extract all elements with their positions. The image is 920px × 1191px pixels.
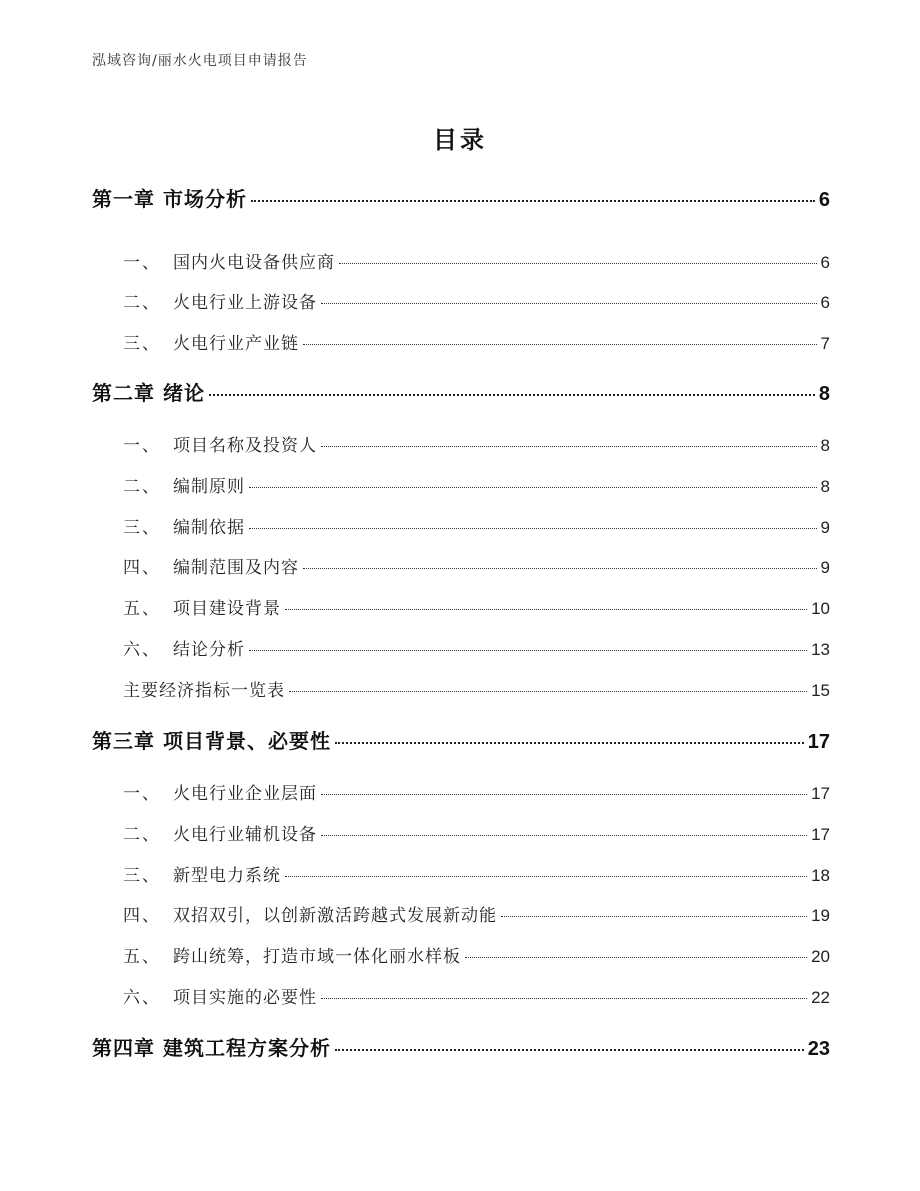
- toc-page: 17: [811, 784, 830, 803]
- toc-page: 8: [820, 436, 830, 455]
- toc-page: 20: [811, 947, 830, 966]
- toc-number: 第二章: [92, 381, 155, 405]
- toc-text: 国内火电设备供应商: [173, 253, 335, 273]
- toc-page: 19: [811, 906, 830, 925]
- dot-leader: [285, 875, 807, 877]
- toc-entry[interactable]: [92, 513, 830, 538]
- toc-text: 建筑工程方案分析: [163, 1036, 331, 1060]
- toc-text: 跨山统筹，打造市域一体化丽水样板: [173, 947, 461, 967]
- toc-number: 四、: [123, 558, 161, 578]
- toc-text: 火电行业上游设备: [173, 293, 317, 313]
- toc-text: 新型电力系统: [173, 866, 281, 886]
- toc-number: 第三章: [92, 729, 155, 753]
- toc-number: 六、: [123, 988, 161, 1008]
- toc-text: 火电行业产业链: [173, 334, 299, 354]
- toc-entry[interactable]: [92, 942, 830, 967]
- toc-page: 15: [811, 681, 830, 700]
- dot-leader: [321, 834, 807, 836]
- toc-page: 7: [820, 334, 830, 353]
- dot-leader: [249, 527, 817, 529]
- toc-text: 编制范围及内容: [173, 558, 299, 578]
- toc-text: 火电行业辅机设备: [173, 825, 317, 845]
- toc-text: 项目名称及投资人: [173, 436, 317, 456]
- toc-chapter-3[interactable]: [92, 725, 830, 754]
- toc-entry[interactable]: [92, 431, 830, 456]
- toc-number: 二、: [123, 293, 161, 313]
- dot-leader: [209, 393, 815, 396]
- toc-title: 目录: [433, 126, 487, 154]
- toc-entry[interactable]: [92, 472, 830, 497]
- toc-number: 一、: [123, 436, 161, 456]
- toc-page: 6: [818, 189, 830, 211]
- toc-page: 17: [807, 731, 830, 753]
- toc-text: 市场分析: [163, 187, 247, 211]
- toc-number: 三、: [123, 334, 161, 354]
- toc-chapter-1[interactable]: [92, 183, 830, 212]
- toc-entry[interactable]: [92, 288, 830, 313]
- toc-page: 10: [811, 599, 830, 618]
- toc-entry[interactable]: [92, 635, 830, 660]
- toc-page: 9: [820, 558, 830, 577]
- toc-page: 6: [820, 253, 830, 272]
- toc-page: 9: [820, 518, 830, 537]
- toc-text: 项目实施的必要性: [173, 988, 317, 1008]
- toc-page: 8: [820, 477, 830, 496]
- dot-leader: [249, 649, 807, 651]
- dot-leader: [339, 262, 817, 264]
- dot-leader: [465, 956, 807, 958]
- toc-text: 绪论: [163, 381, 205, 405]
- toc-number: 第四章: [92, 1036, 155, 1060]
- dot-leader: [321, 997, 807, 999]
- toc-entry[interactable]: [92, 861, 830, 886]
- dot-leader: [321, 302, 817, 304]
- toc-entry[interactable]: [92, 820, 830, 845]
- toc-number: 五、: [123, 599, 161, 619]
- toc-number: 五、: [123, 947, 161, 967]
- toc-page: 22: [811, 988, 830, 1007]
- dot-leader: [303, 343, 817, 345]
- toc-number: 二、: [123, 825, 161, 845]
- toc-page: 18: [811, 866, 830, 885]
- toc-number: 一、: [123, 784, 161, 804]
- toc-number: 一、: [123, 253, 161, 273]
- toc-entry[interactable]: [92, 779, 830, 804]
- toc-page: 6: [820, 293, 830, 312]
- toc-text: 火电行业企业层面: [173, 784, 317, 804]
- toc-entry[interactable]: [92, 594, 830, 619]
- toc-entry[interactable]: [92, 329, 830, 354]
- dot-leader: [335, 741, 804, 744]
- dot-leader: [289, 690, 807, 692]
- dot-leader: [501, 915, 807, 917]
- toc-text: 项目背景、必要性: [163, 729, 331, 753]
- toc-text: 主要经济指标一览表: [123, 681, 285, 701]
- dot-leader: [285, 608, 807, 610]
- toc-entry[interactable]: [92, 983, 830, 1008]
- running-header: 泓域咨询/丽水火电项目申请报告: [92, 53, 308, 69]
- toc-number: 六、: [123, 640, 161, 660]
- toc-chapter-4[interactable]: [92, 1032, 830, 1061]
- toc-page: 23: [807, 1038, 830, 1060]
- toc-entry[interactable]: [92, 901, 830, 926]
- toc-number: 三、: [123, 866, 161, 886]
- dot-leader: [321, 793, 807, 795]
- toc-page: 8: [818, 383, 830, 405]
- dot-leader: [251, 199, 815, 202]
- toc-text: 项目建设背景: [173, 599, 281, 619]
- dot-leader: [335, 1048, 804, 1051]
- toc-chapter-2[interactable]: [92, 377, 830, 406]
- toc-text: 编制原则: [173, 477, 245, 497]
- toc-number: 三、: [123, 518, 161, 538]
- toc-entry[interactable]: [92, 553, 830, 578]
- toc-entry[interactable]: [92, 676, 830, 701]
- dot-leader: [303, 567, 817, 569]
- toc-number: 二、: [123, 477, 161, 497]
- toc-number: 第一章: [92, 187, 155, 211]
- dot-leader: [321, 445, 817, 447]
- toc-page: 17: [811, 825, 830, 844]
- toc-entry[interactable]: [92, 248, 830, 273]
- toc-page: 13: [811, 640, 830, 659]
- toc-text: 双招双引，以创新激活跨越式发展新动能: [173, 906, 497, 926]
- toc-text: 编制依据: [173, 518, 245, 538]
- toc-number: 四、: [123, 906, 161, 926]
- dot-leader: [249, 486, 817, 488]
- toc-text: 结论分析: [173, 640, 245, 660]
